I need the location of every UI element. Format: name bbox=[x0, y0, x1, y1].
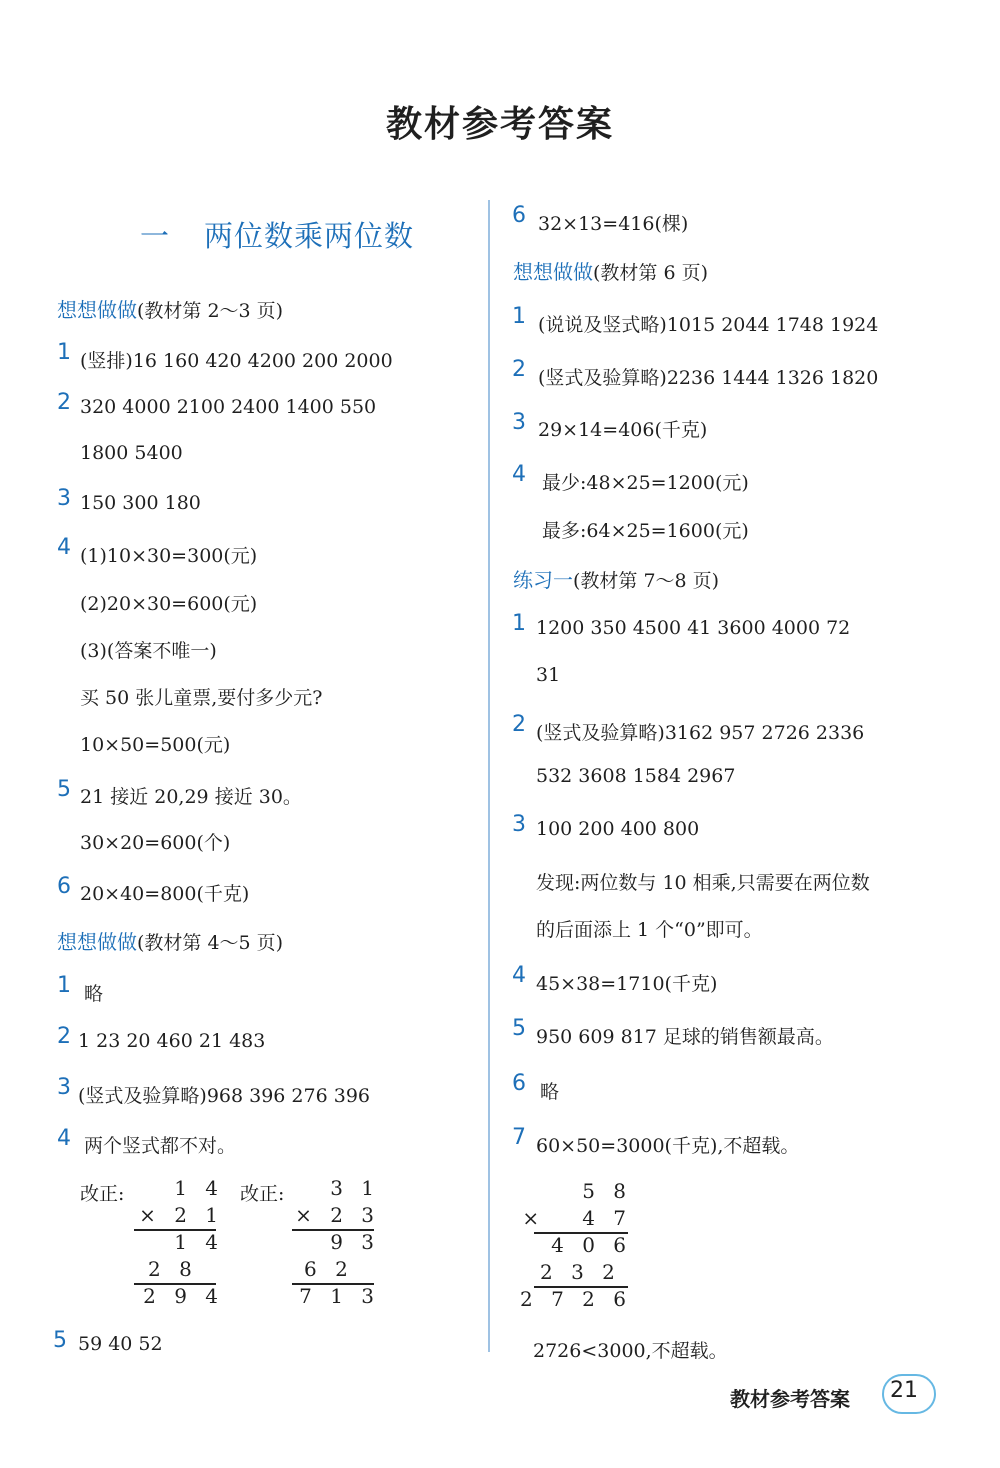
item-number: 3 bbox=[512, 410, 526, 435]
item-number: 3 bbox=[57, 1075, 71, 1100]
footer-title: 教材参考答案 bbox=[730, 1387, 850, 1411]
calc-row: 2 9 4 bbox=[143, 1284, 224, 1308]
item-number: 2 bbox=[512, 357, 526, 382]
answer-line: 45×38=1710(千克) bbox=[536, 973, 718, 995]
answer-line: 1800 5400 bbox=[80, 442, 183, 464]
answer-line: (竖式及验算略)968 396 276 396 bbox=[78, 1085, 371, 1107]
answer-line: (2)20×30=600(元) bbox=[80, 593, 258, 615]
section-heading: 想想做做(教材第 2～3 页) bbox=[57, 298, 284, 322]
vertical-calculation bbox=[520, 1179, 632, 1314]
answer-line: 20×40=800(千克) bbox=[80, 883, 250, 905]
answer-line: 发现:两位数与 10 相乘,只需要在两位数 bbox=[536, 872, 870, 894]
answer-line: (1)10×30=300(元) bbox=[80, 545, 258, 567]
answer-line: 10×50=500(元) bbox=[80, 734, 231, 756]
answer-line: 60×50=3000(千克),不超载。 bbox=[536, 1135, 800, 1157]
answer-line: 30×20=600(个) bbox=[80, 832, 231, 854]
page-title: 教材参考答案 bbox=[385, 103, 614, 145]
vertical-calculation bbox=[134, 1176, 224, 1311]
section-heading: 想想做做(教材第 4～5 页) bbox=[57, 930, 284, 954]
item-number: 1 bbox=[57, 340, 71, 365]
chapter-heading bbox=[140, 214, 414, 255]
answer-line: 买 50 张儿童票,要付多少元? bbox=[80, 687, 323, 709]
answer-line: (说说及竖式略)1015 2044 1748 1924 bbox=[538, 314, 879, 336]
chapter-number: 一 bbox=[140, 219, 171, 253]
calc-row: × 2 1 bbox=[139, 1203, 224, 1227]
answer-line: 最多:64×25=1600(元) bbox=[542, 520, 749, 542]
answer-line: 的后面添上 1 个“0”即可。 bbox=[536, 919, 763, 941]
page-number: 21 bbox=[890, 1378, 918, 1403]
item-number: 6 bbox=[512, 1071, 526, 1096]
item-number: 4 bbox=[512, 462, 526, 487]
answer-line: 31 bbox=[536, 664, 561, 686]
answer-line: 100 200 400 800 bbox=[536, 818, 700, 840]
item-number: 5 bbox=[57, 777, 71, 802]
calc-row: 3 1 bbox=[330, 1176, 380, 1200]
calc-row: × 4 7 bbox=[522, 1206, 632, 1230]
answer-line: 1200 350 4500 41 3600 4000 72 bbox=[536, 617, 851, 639]
chapter-name: 两位数乘两位数 bbox=[204, 219, 415, 253]
answer-line: (竖式及验算略)3162 957 2726 2336 bbox=[536, 722, 865, 744]
answer-line: 1 23 20 460 21 483 bbox=[78, 1030, 266, 1052]
calc-row: 9 3 bbox=[330, 1230, 380, 1254]
answer-line: 21 接近 20,29 接近 30。 bbox=[80, 786, 302, 808]
section-heading: 练习一(教材第 7～8 页) bbox=[513, 568, 720, 592]
item-number: 3 bbox=[57, 486, 71, 511]
correction-label: 改正: bbox=[240, 1183, 285, 1205]
answer-line: (竖式及验算略)2236 1444 1326 1820 bbox=[538, 367, 879, 389]
item-number: 2 bbox=[57, 390, 71, 415]
answer-line: 略 bbox=[540, 1081, 560, 1103]
item-number: 4 bbox=[512, 963, 526, 988]
correction-label: 改正: bbox=[80, 1183, 125, 1205]
answer-line: (竖排)16 160 420 4200 200 2000 bbox=[80, 350, 393, 372]
calc-row: 2 8 bbox=[148, 1257, 198, 1281]
calc-row: 2 3 2 bbox=[540, 1260, 621, 1284]
item-number: 6 bbox=[57, 874, 71, 899]
answer-line: 59 40 52 bbox=[78, 1333, 163, 1355]
item-number: 3 bbox=[512, 812, 526, 837]
answer-line: 两个竖式都不对。 bbox=[84, 1135, 237, 1157]
calc-row: 7 1 3 bbox=[299, 1284, 380, 1308]
item-number: 1 bbox=[512, 304, 526, 329]
item-number: 2 bbox=[512, 712, 526, 737]
calc-row: 2 7 2 6 bbox=[520, 1287, 632, 1311]
calc-row: 5 8 bbox=[582, 1179, 632, 1203]
answer-line: 最少:48×25=1200(元) bbox=[542, 472, 749, 494]
item-number: 2 bbox=[57, 1024, 71, 1049]
calc-row: × 2 3 bbox=[295, 1203, 380, 1227]
calc-row: 1 4 bbox=[174, 1230, 224, 1254]
column-divider bbox=[488, 200, 490, 1352]
item-number: 7 bbox=[512, 1125, 526, 1150]
answer-line: 532 3608 1584 2967 bbox=[536, 765, 736, 787]
item-number: 6 bbox=[512, 203, 526, 228]
section-heading: 想想做做(教材第 6 页) bbox=[513, 260, 708, 284]
item-number: 5 bbox=[512, 1016, 526, 1041]
answer-line: 320 4000 2100 2400 1400 550 bbox=[80, 396, 377, 418]
item-number: 4 bbox=[57, 1126, 71, 1151]
calc-row: 6 2 bbox=[304, 1257, 354, 1281]
answer-line: 32×13=416(棵) bbox=[538, 213, 689, 235]
answer-line: 略 bbox=[84, 983, 104, 1005]
answer-line: 29×14=406(千克) bbox=[538, 419, 708, 441]
item-number: 5 bbox=[53, 1328, 67, 1353]
item-number: 1 bbox=[57, 973, 71, 998]
item-number: 1 bbox=[512, 611, 526, 636]
vertical-calculation bbox=[290, 1176, 380, 1311]
answer-line: 950 609 817 足球的销售额最高。 bbox=[536, 1026, 834, 1048]
calc-row: 4 0 6 bbox=[551, 1233, 632, 1257]
answer-line: 2726<3000,不超载。 bbox=[533, 1340, 728, 1362]
answer-line: (3)(答案不唯一) bbox=[80, 640, 217, 662]
item-number: 4 bbox=[57, 535, 71, 560]
answer-line: 150 300 180 bbox=[80, 492, 201, 514]
calc-row: 1 4 bbox=[174, 1176, 224, 1200]
